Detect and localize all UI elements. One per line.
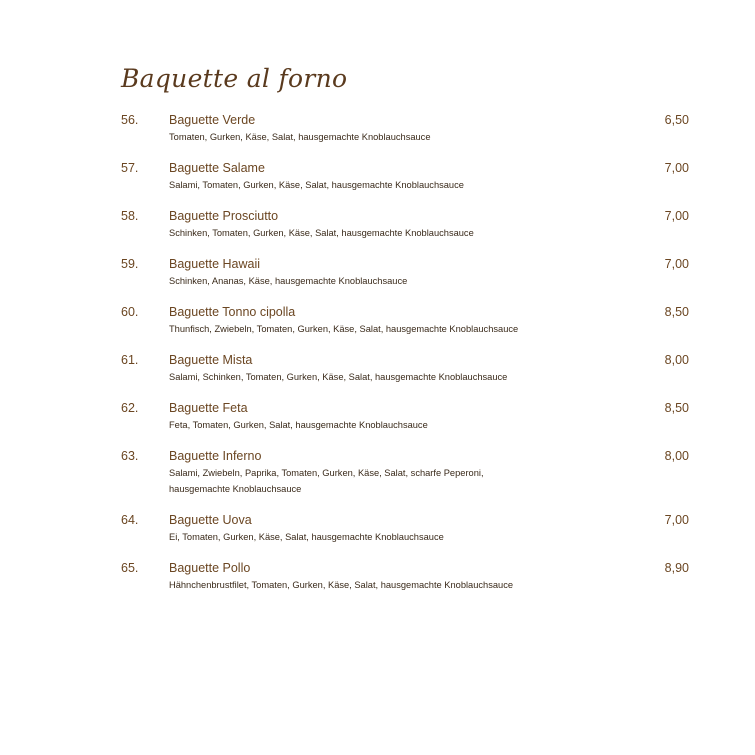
- item-price: 6,50: [664, 113, 689, 127]
- item-name: Baguette Prosciutto: [169, 209, 279, 223]
- item-price: 8,00: [664, 353, 689, 367]
- item-name: Baguette Mista: [169, 353, 253, 367]
- item-number: 64.: [121, 513, 139, 527]
- item-price: 7,00: [664, 257, 689, 271]
- item-price: 7,00: [664, 161, 689, 175]
- item-name: Baguette Verde: [169, 113, 256, 127]
- item-number: 56.: [121, 113, 139, 127]
- item-number: 57.: [121, 161, 139, 175]
- item-number: 63.: [121, 449, 139, 463]
- item-price: 8,00: [664, 449, 689, 463]
- item-number: 59.: [121, 257, 139, 271]
- item-name: Baguette Tonno cipolla: [169, 305, 296, 319]
- item-description: Tomaten, Gurken, Käse, Salat, hausgemachte Knoblauchsauce: [169, 132, 431, 142]
- item-number: 62.: [121, 401, 139, 415]
- item-name: Baguette Uova: [169, 513, 252, 527]
- item-name: Baguette Feta: [169, 401, 248, 415]
- item-price: 8,50: [664, 401, 689, 415]
- item-description: Schinken, Tomaten, Gurken, Käse, Salat, hausgemachte Knoblauchsauce: [169, 228, 474, 238]
- item-price: 8,90: [664, 561, 689, 575]
- item-price: 7,00: [664, 513, 689, 527]
- item-description: Salami, Schinken, Tomaten, Gurken, Käse, Salat, hausgemachte Knoblauchsauce: [169, 372, 508, 382]
- item-price: 8,50: [664, 305, 689, 319]
- item-description: Feta, Tomaten, Gurken, Salat, hausgemachte Knoblauchsauce: [169, 420, 428, 430]
- item-description: Salami, Tomaten, Gurken, Käse, Salat, hausgemachte Knoblauchsauce: [169, 180, 464, 190]
- item-description: Salami, Zwiebeln, Paprika, Tomaten, Gurken, Käse, Salat, scharfe Peperoni, hausgemachte Knoblauchsauce: [169, 468, 484, 494]
- item-price: 7,00: [664, 209, 689, 223]
- item-number: 58.: [121, 209, 139, 223]
- item-number: 65.: [121, 561, 139, 575]
- item-name: Baguette Salame: [169, 161, 265, 175]
- item-description: Ei, Tomaten, Gurken, Käse, Salat, hausgemachte Knoblauchsauce: [169, 532, 444, 542]
- section-title: Baquette al forno: [121, 64, 348, 93]
- item-number: 61.: [121, 353, 139, 367]
- item-description: Thunfisch, Zwiebeln, Tomaten, Gurken, Käse, Salat, hausgemachte Knoblauchsauce: [169, 324, 519, 334]
- item-name: Baguette Hawaii: [169, 257, 261, 271]
- item-name: Baguette Pollo: [169, 561, 251, 575]
- item-number: 60.: [121, 305, 139, 319]
- item-description: Schinken, Ananas, Käse, hausgemachte Knoblauchsauce: [169, 276, 408, 286]
- item-description: Hähnchenbrustfilet, Tomaten, Gurken, Käse, Salat, hausgemachte Knoblauchsauce: [169, 580, 514, 590]
- item-name: Baguette Inferno: [169, 449, 262, 463]
